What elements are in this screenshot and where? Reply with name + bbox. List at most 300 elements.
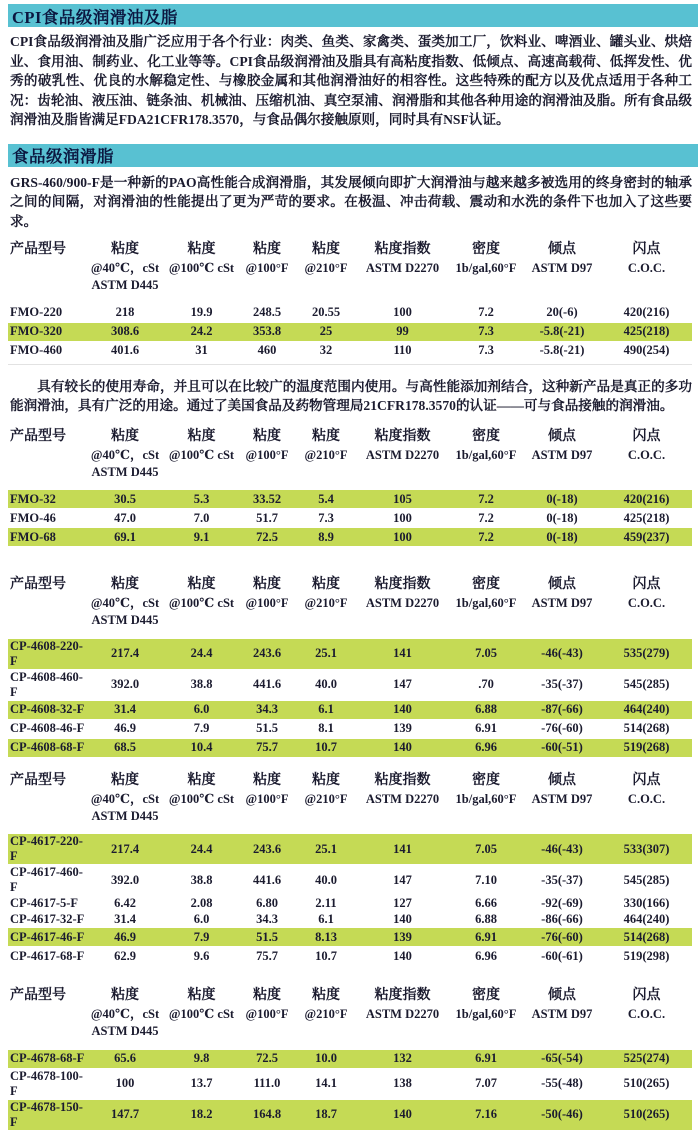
- column-header-line: @100°F: [245, 261, 289, 275]
- table-header-row: [8, 572, 692, 629]
- value-cell: 6.0: [193, 912, 210, 926]
- column-header-line: 产品型号: [10, 577, 66, 592]
- column-header-line: 粘度: [187, 428, 216, 444]
- value-cell: 72.5: [256, 1051, 278, 1065]
- column-header-line: @40℃，cSt: [90, 447, 160, 462]
- value-cell: 139: [393, 721, 412, 735]
- column-header-line: 1b/gal,60°F: [455, 1007, 517, 1021]
- spec-table-cp4617: [8, 768, 692, 967]
- column-header-line: 产品型号: [10, 242, 66, 257]
- column-header-line: 产品型号: [10, 988, 66, 1003]
- section-header-grease-label: 食品级润滑脂: [12, 147, 114, 166]
- column-header: [296, 768, 356, 825]
- value-cell: -65(-54): [541, 1051, 583, 1065]
- table-row: [8, 341, 692, 360]
- value-cell: 6.91: [475, 1051, 497, 1065]
- value-cell: 10.7: [315, 740, 337, 754]
- column-header: [523, 424, 601, 481]
- value-cell: 24.2: [190, 324, 213, 338]
- column-header-line: 粘度: [312, 428, 340, 444]
- column-header-line: @100℃ cSt: [168, 791, 235, 806]
- column-header-line: 粘度: [253, 428, 281, 444]
- product-model-cell: CP-4608-460-F: [10, 669, 83, 699]
- column-header-line: ASTM D2270: [365, 596, 440, 610]
- value-cell: 8.13: [315, 929, 337, 944]
- value-cell: 111.0: [253, 1076, 281, 1090]
- column-header-line: 粘度: [187, 988, 216, 1003]
- value-cell: -92(-69): [541, 896, 583, 910]
- value-cell: -86(-66): [541, 912, 583, 926]
- column-header: [356, 983, 449, 1040]
- column-header-line: ASTM D97: [531, 447, 593, 462]
- section-header-oils: [8, 4, 698, 27]
- column-header-line: 粘度: [111, 772, 139, 788]
- value-cell: 514(268): [623, 929, 670, 944]
- column-header-line: @100℃ cSt: [168, 261, 235, 275]
- value-cell: 140: [393, 702, 412, 716]
- column-header: [523, 768, 601, 825]
- table-row: [8, 947, 692, 966]
- value-cell: 392.0: [110, 677, 140, 691]
- value-cell: .70: [478, 677, 494, 691]
- product-model-cell: CP-4617-46-F: [10, 929, 85, 944]
- value-cell: 100: [393, 510, 412, 525]
- column-header: [8, 572, 85, 629]
- column-header: [165, 237, 238, 294]
- product-model-cell: CP-4678-100-F: [10, 1068, 83, 1098]
- table-header-row: [8, 237, 692, 294]
- value-cell: 24.4: [190, 841, 213, 856]
- value-cell: 9.8: [193, 1051, 210, 1065]
- value-cell: 72.5: [256, 529, 278, 544]
- product-model-cell: CP-4617-460-F: [10, 865, 83, 894]
- table-row: [8, 669, 692, 700]
- value-cell: 68.5: [114, 740, 136, 754]
- product-model-cell: FMO-320: [10, 324, 63, 338]
- column-header-line: C.O.C.: [627, 447, 666, 462]
- column-header-line: ASTM D445: [91, 464, 159, 479]
- column-header: [238, 768, 296, 825]
- column-header: [449, 572, 523, 629]
- column-header-line: @210°F: [304, 596, 348, 610]
- table-row: [8, 700, 692, 719]
- table-row: [8, 1049, 692, 1068]
- product-model-cell: CP-4617-68-F: [10, 948, 85, 963]
- column-header: [85, 768, 165, 825]
- value-cell: 6.66: [475, 896, 497, 910]
- value-cell: 6.1: [318, 702, 334, 716]
- column-header: [296, 983, 356, 1040]
- value-cell: 10.0: [315, 1051, 337, 1065]
- column-header: [165, 768, 238, 825]
- product-model-cell: CP-4608-68-F: [10, 740, 85, 754]
- column-header-line: 倾点: [548, 428, 576, 444]
- value-cell: 0(-18): [546, 510, 578, 525]
- column-header-line: ASTM D2270: [365, 447, 440, 462]
- table-row: [8, 1068, 692, 1099]
- column-header-line: @210°F: [304, 791, 348, 806]
- value-cell: -60(-51): [541, 740, 583, 754]
- column-header-line: 1b/gal,60°F: [455, 596, 517, 610]
- value-cell: 13.7: [190, 1076, 213, 1090]
- value-cell: 140: [393, 912, 412, 926]
- value-cell: 514(268): [623, 721, 670, 735]
- value-cell: 330(166): [623, 896, 670, 910]
- value-cell: 7.05: [475, 841, 497, 856]
- value-cell: 6.91: [475, 721, 497, 735]
- value-cell: 7.10: [475, 872, 497, 887]
- value-cell: 24.4: [190, 646, 213, 660]
- column-header-line: C.O.C.: [627, 1007, 666, 1021]
- value-cell: 10.7: [315, 948, 337, 963]
- column-header-line: 粘度: [312, 772, 340, 788]
- table-row: [8, 896, 692, 912]
- column-header-line: @100°F: [245, 596, 289, 610]
- column-header: [449, 237, 523, 294]
- column-header: [85, 424, 165, 481]
- value-cell: 6.96: [475, 740, 497, 754]
- value-cell: 7.05: [475, 646, 497, 660]
- value-cell: 46.9: [114, 929, 136, 944]
- value-cell: 20(-6): [546, 305, 578, 319]
- spacer-cell: [8, 294, 692, 303]
- column-header: [296, 572, 356, 629]
- value-cell: 243.6: [252, 841, 282, 856]
- column-header: [165, 424, 238, 481]
- column-header-line: 粘度: [312, 577, 340, 592]
- value-cell: 217.4: [110, 646, 140, 660]
- column-header-line: 粘度: [253, 577, 281, 592]
- column-header-line: ASTM D97: [531, 1007, 593, 1021]
- column-header-line: @100°F: [245, 1007, 289, 1021]
- value-cell: 147: [393, 677, 412, 691]
- value-cell: 19.9: [190, 305, 213, 319]
- value-cell: 441.6: [252, 677, 282, 691]
- value-cell: 2.08: [190, 896, 213, 910]
- spec-table-fmo-low: [8, 424, 692, 548]
- value-cell: -76(-60): [541, 929, 583, 944]
- column-header: [449, 768, 523, 825]
- value-cell: 519(268): [623, 740, 670, 754]
- column-header-line: @210°F: [304, 1007, 348, 1021]
- value-cell: 18.2: [190, 1107, 213, 1121]
- value-cell: 392.0: [110, 872, 140, 887]
- column-header-line: 粘度: [312, 988, 340, 1003]
- column-header-line: 闪点: [632, 242, 661, 257]
- value-cell: 545(285): [623, 677, 670, 691]
- value-cell: 490(254): [623, 343, 670, 357]
- value-cell: 7.3: [318, 510, 334, 525]
- value-cell: 30.5: [114, 491, 136, 506]
- value-cell: 6.42: [114, 896, 136, 910]
- value-cell: 545(285): [623, 872, 670, 887]
- column-header-line: 粘度: [253, 772, 281, 788]
- column-header: [296, 424, 356, 481]
- column-header-line: 粘度指数: [374, 577, 431, 592]
- column-header-line: 粘度指数: [374, 242, 431, 257]
- column-header-line: ASTM D445: [91, 1024, 159, 1038]
- column-header-line: @100°F: [245, 447, 289, 462]
- spacer-cell: [8, 825, 692, 834]
- column-header-line: 粘度: [312, 242, 340, 257]
- product-model-cell: FMO-46: [10, 510, 56, 525]
- column-header-line: 密度: [472, 428, 500, 444]
- value-cell: 140: [393, 1107, 412, 1121]
- table-row: [8, 719, 692, 738]
- product-model-cell: FMO-32: [10, 491, 56, 506]
- column-header-line: 密度: [472, 988, 500, 1003]
- column-header-line: 密度: [472, 242, 500, 257]
- value-cell: 5.3: [193, 491, 210, 506]
- column-header-line: @40℃，cSt: [90, 596, 160, 610]
- value-cell: 7.16: [475, 1107, 497, 1121]
- product-model-cell: CP-4608-46-F: [10, 721, 85, 735]
- spacer-cell: [8, 1040, 692, 1049]
- grease-intro-paragraph: GRS-460/900-F是一种新的PAO高性能合成润滑脂，其发展倾向即扩大润滑油与越来越多被选用的终身密封的轴承之间的间隔，对润滑油的性能提出了更为严苛的要求。在极温、冲击荷载、震动和水洗的条件下也加入了这些要求。: [10, 174, 692, 229]
- column-header: [523, 983, 601, 1040]
- value-cell: 535(279): [623, 646, 670, 660]
- value-cell: 0(-18): [546, 491, 578, 506]
- table-row: [8, 509, 692, 528]
- spec-table-cp4678: [8, 983, 692, 1131]
- spacer-row: [8, 294, 692, 303]
- value-cell: 31.4: [114, 702, 136, 716]
- value-cell: 25.1: [315, 841, 337, 856]
- value-cell: 31: [195, 343, 208, 357]
- value-cell: 7.2: [478, 529, 494, 544]
- column-header: [601, 768, 692, 825]
- column-header-line: 闪点: [632, 577, 661, 592]
- column-header: [356, 424, 449, 481]
- table-row: [8, 490, 692, 509]
- value-cell: 33.52: [252, 491, 282, 506]
- table-row: [8, 528, 692, 547]
- value-cell: 10.4: [190, 740, 213, 754]
- column-header-line: 粘度: [111, 428, 139, 444]
- column-header-line: 闪点: [632, 772, 661, 788]
- value-cell: 14.1: [315, 1076, 337, 1090]
- table-row: [8, 1099, 692, 1130]
- divider-line: [8, 364, 692, 365]
- column-header-line: @100°F: [245, 791, 289, 806]
- column-header-line: 粘度: [187, 772, 216, 788]
- column-header: [8, 424, 85, 481]
- column-header: [356, 572, 449, 629]
- column-header-line: 粘度: [187, 242, 216, 257]
- value-cell: 7.2: [478, 510, 494, 525]
- value-cell: 110: [393, 343, 412, 357]
- spec-table-fmo-high: [8, 237, 692, 361]
- column-header-line: 1b/gal,60°F: [455, 447, 517, 462]
- value-cell: 6.88: [475, 702, 497, 716]
- column-header: [85, 237, 165, 294]
- value-cell: 7.9: [193, 721, 210, 735]
- table-row: [8, 638, 692, 669]
- value-cell: 401.6: [110, 343, 140, 357]
- column-header: [601, 424, 692, 481]
- value-cell: -76(-60): [541, 721, 583, 735]
- value-cell: 141: [393, 646, 412, 660]
- column-header: [8, 983, 85, 1040]
- value-cell: -5.8(-21): [539, 343, 585, 357]
- value-cell: 18.7: [315, 1107, 337, 1121]
- value-cell: -46(-43): [541, 841, 583, 856]
- column-header: [85, 983, 165, 1040]
- value-cell: 34.3: [256, 912, 278, 926]
- table-row: [8, 738, 692, 757]
- value-cell: 248.5: [252, 305, 282, 319]
- value-cell: 147.7: [110, 1107, 140, 1121]
- column-header-line: ASTM D445: [91, 278, 159, 292]
- value-cell: 217.4: [110, 841, 140, 856]
- value-cell: 6.1: [318, 912, 334, 926]
- value-cell: 8.1: [318, 721, 334, 735]
- value-cell: -50(-46): [541, 1107, 583, 1121]
- table-row: [8, 928, 692, 947]
- column-header-line: ASTM D445: [91, 613, 159, 627]
- value-cell: 533(307): [623, 841, 670, 856]
- value-cell: 47.0: [114, 510, 136, 525]
- value-cell: 6.88: [475, 912, 497, 926]
- column-header-line: 粘度: [111, 577, 139, 592]
- product-model-cell: CP-4678-150-F: [10, 1099, 83, 1129]
- column-header-line: @210°F: [304, 447, 348, 462]
- value-cell: 31.4: [114, 912, 136, 926]
- column-header-line: @40℃，cSt: [90, 791, 160, 806]
- column-header: [238, 572, 296, 629]
- column-header-line: 1b/gal,60°F: [455, 791, 517, 806]
- value-cell: 510(265): [623, 1076, 670, 1090]
- value-cell: 9.6: [193, 948, 210, 963]
- value-cell: 243.6: [252, 646, 282, 660]
- column-header: [8, 237, 85, 294]
- value-cell: 0(-18): [546, 529, 578, 544]
- product-model-cell: FMO-460: [10, 343, 63, 357]
- section-header-oils-label: CPI食品级润滑油及脂: [12, 7, 178, 27]
- value-cell: 100: [393, 305, 412, 319]
- value-cell: 75.7: [256, 740, 278, 754]
- value-cell: 7.2: [478, 491, 494, 506]
- column-header-line: ASTM D97: [531, 791, 593, 806]
- value-cell: 308.6: [110, 324, 140, 338]
- value-cell: 40.0: [315, 677, 337, 691]
- column-header-line: 粘度: [253, 242, 281, 257]
- column-header-line: 闪点: [632, 428, 661, 444]
- spacer-row: [8, 825, 692, 834]
- product-model-cell: FMO-68: [10, 529, 56, 544]
- value-cell: 6.0: [193, 702, 210, 716]
- value-cell: 100: [115, 1076, 135, 1090]
- table-header-row: [8, 983, 692, 1040]
- value-cell: 138: [393, 1076, 412, 1090]
- value-cell: -35(-37): [541, 872, 583, 887]
- product-model-cell: CP-4608-220-F: [10, 638, 83, 668]
- column-header: [165, 572, 238, 629]
- table-row: [8, 865, 692, 896]
- value-cell: 69.1: [114, 529, 136, 544]
- column-header-line: 密度: [472, 772, 500, 788]
- value-cell: 25: [319, 324, 333, 338]
- value-cell: 6.80: [256, 896, 278, 910]
- value-cell: 141: [393, 841, 412, 856]
- column-header: [8, 768, 85, 825]
- column-header-line: 粘度: [253, 988, 281, 1003]
- column-header-line: @100℃ cSt: [168, 447, 235, 462]
- value-cell: 132: [393, 1051, 412, 1065]
- value-cell: -35(-37): [541, 677, 583, 691]
- column-header: [601, 572, 692, 629]
- spacer-cell: [8, 629, 692, 638]
- value-cell: 5.4: [318, 491, 334, 506]
- product-model-cell: FMO-220: [10, 305, 63, 319]
- intro-paragraph: CPI食品级润滑油及脂广泛应用于各个行业：肉类、鱼类、家禽类、蛋类加工厂，饮料业、啤酒业、罐头业、烘焙业、食用油、制药业、化工业等等。CPI食品级润滑油及脂具有高粘度指数、低倾点、高速高载荷、低挥发性、优秀的破乳性、优良的水解稳定性、与橡胶金属和其他润滑油好的相容性。这些特殊的配方以及优点适用于各种工况：齿轮油、液压油、链条油、机械油、压缩机油、真空泵浦、润滑脂和其他各种用途的润滑油及脂。所有食品级润滑油及脂皆满足FDA21CFR178.3570，与食品偶尔接触原则，同时具有NSF认证。: [10, 34, 692, 127]
- table-row: [8, 322, 692, 341]
- value-cell: 105: [393, 491, 412, 506]
- value-cell: 164.8: [252, 1107, 282, 1121]
- table-header-row: [8, 768, 692, 825]
- value-cell: -5.8(-21): [539, 324, 585, 338]
- value-cell: 34.3: [256, 702, 278, 716]
- value-cell: 51.5: [256, 721, 278, 735]
- value-cell: 218: [115, 305, 135, 319]
- value-cell: 140: [393, 948, 412, 963]
- column-header-line: 粘度指数: [374, 428, 431, 444]
- value-cell: 40.0: [315, 872, 337, 887]
- value-cell: 7.3: [478, 343, 494, 357]
- value-cell: 140: [393, 740, 412, 754]
- table-row: [8, 303, 692, 322]
- value-cell: 38.8: [190, 677, 213, 691]
- value-cell: 425(218): [623, 510, 670, 525]
- value-cell: 519(298): [623, 948, 670, 963]
- column-header: [449, 424, 523, 481]
- spec-table-cp4608: [8, 572, 692, 758]
- column-header: [238, 424, 296, 481]
- column-header: [165, 983, 238, 1040]
- value-cell: 38.8: [190, 872, 213, 887]
- spacer-row: [8, 1040, 692, 1049]
- column-header: [238, 237, 296, 294]
- column-header-line: @40℃，cSt: [90, 1007, 160, 1021]
- value-cell: 464(240): [623, 912, 670, 926]
- value-cell: 46.9: [114, 721, 136, 735]
- column-header-line: C.O.C.: [627, 791, 666, 806]
- value-cell: -55(-48): [541, 1076, 583, 1090]
- column-header: [601, 237, 692, 294]
- column-header-line: ASTM D445: [91, 808, 159, 823]
- column-header: [523, 237, 601, 294]
- product-model-cell: CP-4678-68-F: [10, 1051, 85, 1065]
- column-header: [356, 237, 449, 294]
- spacer-row: [8, 629, 692, 638]
- column-header-line: 闪点: [632, 988, 661, 1003]
- column-header-line: ASTM D97: [531, 596, 593, 610]
- value-cell: -87(-66): [541, 702, 583, 716]
- column-header-line: 粘度: [187, 577, 216, 592]
- column-header-line: 粘度指数: [374, 988, 431, 1003]
- value-cell: 51.5: [256, 929, 278, 944]
- table-row: [8, 912, 692, 928]
- column-header-line: 1b/gal,60°F: [455, 261, 517, 275]
- column-header: [85, 572, 165, 629]
- value-cell: 7.9: [193, 929, 210, 944]
- value-cell: 139: [393, 929, 412, 944]
- column-header-line: @210°F: [304, 261, 348, 275]
- spacer-cell: [8, 481, 692, 490]
- value-cell: 525(274): [623, 1051, 670, 1065]
- value-cell: 441.6: [252, 872, 282, 887]
- value-cell: 6.96: [475, 948, 497, 963]
